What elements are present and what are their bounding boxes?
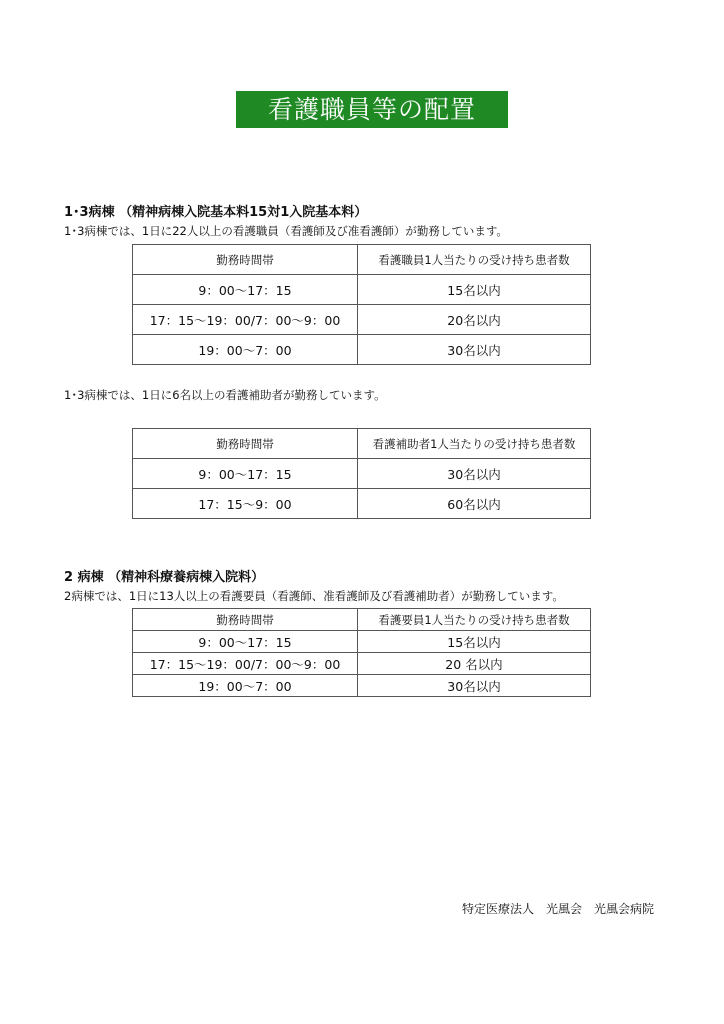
ward13-aides-note: 1･3病棟では、1日に6名以上の看護補助者が勤務しています。: [64, 388, 386, 402]
ward13-heading: 1･3病棟 （精神病棟入院基本料15対1入院基本料）: [64, 205, 368, 220]
shift-cell: 17：15～19：00/7：00～9：00: [133, 653, 358, 675]
shift-cell: 19：00～7：00: [133, 335, 358, 365]
shift-cell: 9：00～17：15: [133, 631, 358, 653]
table-header-cell: 勤務時間帯: [133, 429, 358, 459]
table-row: [133, 631, 591, 653]
table-header-row: [133, 429, 591, 459]
table-header-cell: 勤務時間帯: [133, 245, 358, 275]
patients-cell: 15名以内: [358, 631, 591, 653]
patients-cell: 30名以内: [358, 459, 591, 489]
patients-cell: 15名以内: [358, 275, 591, 305]
table-header-cell: 看護補助者1人当たりの受け持ち患者数: [358, 429, 591, 459]
table-row: [133, 335, 591, 365]
patients-cell: 60名以内: [358, 489, 591, 519]
ward13-nurse-table: [132, 244, 591, 365]
ward13-nurses-note: 1･3病棟では、1日に22人以上の看護職員（看護師及び准看護師）が勤務しています。: [64, 224, 508, 238]
shift-cell: 19：00～7：00: [133, 675, 358, 697]
ward2-note: 2病棟では、1日に13人以上の看護要員（看護師、准看護師及び看護補助者）が勤務しています。: [64, 589, 564, 603]
table-header-row: [133, 245, 591, 275]
ward13-aide-table: [132, 428, 591, 519]
table-row: [133, 459, 591, 489]
shift-cell: 17：15～9：00: [133, 489, 358, 519]
table-header-row: [133, 609, 591, 631]
shift-cell: 17：15～19：00/7：00～9：00: [133, 305, 358, 335]
table-header-cell: 勤務時間帯: [133, 609, 358, 631]
table-header-cell: 看護要員1人当たりの受け持ち患者数: [358, 609, 591, 631]
shift-cell: 9：00～17：15: [133, 275, 358, 305]
table-row: [133, 489, 591, 519]
ward2-heading: 2 病棟 （精神科療養病棟入院料）: [64, 570, 265, 585]
page-title: 看護職員等の配置: [236, 91, 508, 128]
table-row: [133, 305, 591, 335]
patients-cell: 30名以内: [358, 675, 591, 697]
patients-cell: 20名以内: [358, 305, 591, 335]
ward2-staff-table: [132, 608, 591, 697]
shift-cell: 9：00～17：15: [133, 459, 358, 489]
patients-cell: 30名以内: [358, 335, 591, 365]
table-header-cell: 看護職員1人当たりの受け持ち患者数: [358, 245, 591, 275]
patients-cell: 20 名以内: [358, 653, 591, 675]
table-row: [133, 675, 591, 697]
table-row: [133, 653, 591, 675]
hospital-name: 特定医療法人 光風会 光風会病院: [462, 902, 655, 916]
table-row: [133, 275, 591, 305]
